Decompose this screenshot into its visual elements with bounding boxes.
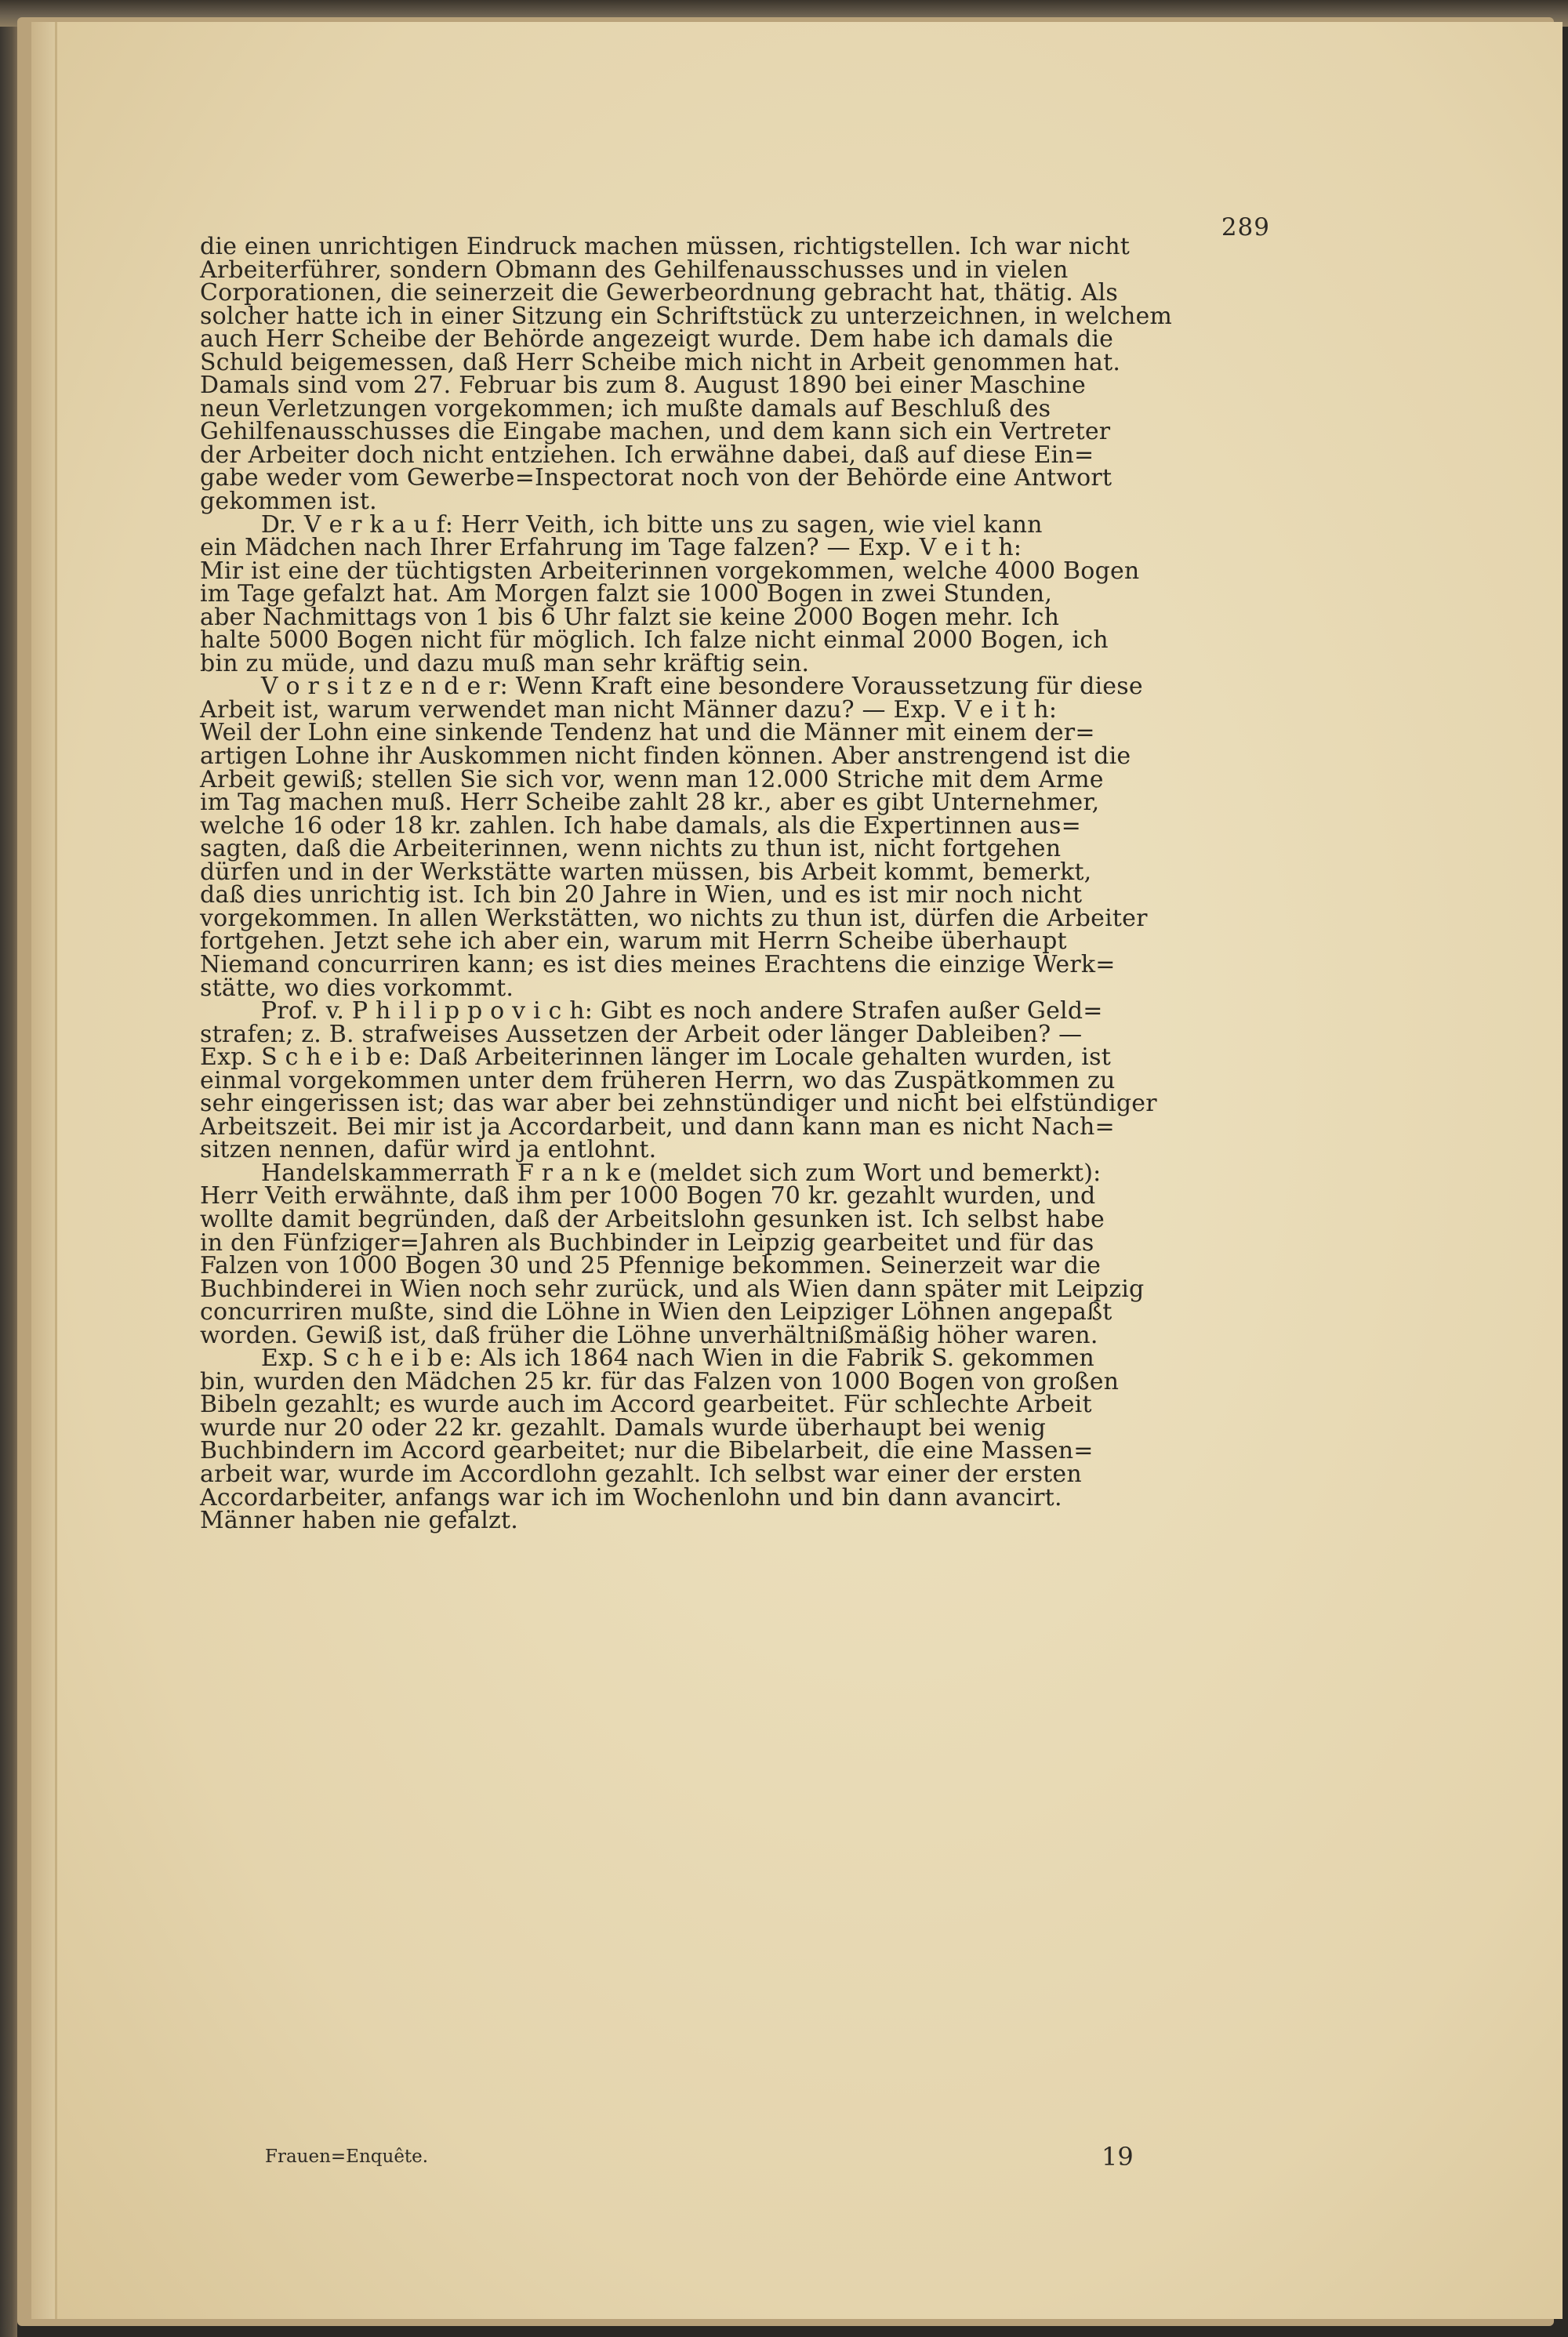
text-line: sitzen nennen, dafür wird ja entlohnt.	[200, 1136, 657, 1164]
text-line: aber Nachmittags von 1 bis 6 Uhr falzt sie keine 2000 Bogen mehr. Ich	[200, 603, 1060, 631]
text-line: welche 16 oder 18 kr. zahlen. Ich habe damals, als die Expertinnen aus=	[200, 811, 1081, 840]
text-line: neun Verletzungen vorgekommen; ich mußte damals auf Beschluß des	[200, 394, 1051, 423]
text-line: wurde nur 20 oder 22 kr. gezahlt. Damals wurde überhaupt bei wenig	[200, 1413, 1047, 1442]
text-line: Weil der Lohn eine sinkende Tendenz hat und die Männer mit einem der=	[200, 719, 1095, 747]
text-line: Dr. V e r k a u f: Herr Veith, ich bitte uns zu sagen, wie viel kann	[200, 510, 1043, 539]
text-line: im Tage gefalzt hat. Am Morgen falzt sie 1000 Bogen in zwei Stunden,	[200, 580, 1053, 608]
text-line: Arbeitszeit. Bei mir ist ja Accordarbeit, und dann kann man es nicht Nach=	[200, 1112, 1115, 1141]
text-line: Männer haben nie gefalzt.	[200, 1507, 519, 1535]
text-line: Falzen von 1000 Bogen 30 und 25 Pfennige bekommen. Seinerzeit war die	[200, 1252, 1102, 1280]
text-line: Arbeit ist, warum verwendet man nicht Männer dazu? — Exp. V e i t h:	[200, 695, 1058, 724]
text-line: halte 5000 Bogen nicht für möglich. Ich falze nicht einmal 2000 Bogen, ich	[200, 626, 1109, 655]
signature-mark: Frauen=Enquête.	[265, 2146, 429, 2167]
text-line: artigen Lohne ihr Auskommen nicht finden können. Aber anstrengend ist die	[200, 742, 1131, 771]
text-line: dürfen und in der Werkstätte warten müssen, bis Arbeit kommt, bemerkt,	[200, 858, 1092, 886]
text-line: Buchbinderei in Wien noch sehr zurück, und als Wien dann später mit Leipzig	[200, 1275, 1145, 1303]
text-line: wollte damit begründen, daß der Arbeitslohn gesunken ist. Ich selbst habe	[200, 1205, 1105, 1233]
text-line: im Tag machen muß. Herr Scheibe zahlt 28 kr., aber es gibt Unternehmer,	[200, 789, 1100, 817]
text-line: in den Fünfziger=Jahren als Buchbinder in Leipzig gearbeitet und für das	[200, 1228, 1094, 1257]
text-line: Schuld beigemessen, daß Herr Scheibe mich nicht in Arbeit genommen hat.	[200, 348, 1121, 376]
text-line: Herr Veith erwähnte, daß ihm per 1000 Bogen 70 kr. gezahlt wurden, und	[200, 1182, 1096, 1210]
text-line: fortgehen. Jetzt sehe ich aber ein, warum mit Herrn Scheibe überhaupt	[200, 927, 1067, 956]
text-line: die einen unrichtigen Eindruck machen müssen, richtigstellen. Ich war nicht	[200, 233, 1131, 260]
text-line: Damals sind vom 27. Februar bis zum 8. August 1890 bei einer Maschine	[200, 372, 1087, 400]
book-edge-left	[0, 0, 17, 2337]
body-text	[200, 235, 1266, 1533]
text-line: V o r s i t z e n d e r: Wenn Kraft eine besondere Voraussetzung für diese	[200, 673, 1143, 701]
text-line: Corporationen, die seinerzeit die Gewerbeordnung gebracht hat, thätig. Als	[200, 279, 1118, 307]
text-line: der Arbeiter doch nicht entziehen. Ich erwähne dabei, daß auf diese Ein=	[200, 441, 1094, 469]
text-line: Gehilfenausschusses die Eingabe machen, und dem kann sich ein Vertreter	[200, 418, 1111, 446]
text-line: Exp. S c h e i b e: Als ich 1864 nach Wien in die Fabrik S. gekommen	[200, 1345, 1094, 1373]
text-line: sagten, daß die Arbeiterinnen, wenn nichts zu thun ist, nicht fortgehen	[200, 835, 1062, 863]
text-line: Exp. S c h e i b e: Daß Arbeiterinnen länger im Locale gehalten wurden, ist	[200, 1043, 1111, 1072]
text-line: Accordarbeiter, anfangs war ich im Wochenlohn und bin dann avancirt.	[200, 1483, 1062, 1511]
page-gutter-shadow	[31, 22, 58, 2319]
text-line: Arbeit gewiß; stellen Sie sich vor, wenn man 12.000 Striche mit dem Arme	[200, 765, 1104, 793]
text-line: sehr eingerissen ist; das war aber bei zehnstündiger und nicht bei elfstündiger	[200, 1090, 1157, 1118]
text-line: gekommen ist.	[200, 488, 377, 516]
text-line: vorgekommen. In allen Werkstätten, wo nichts zu thun ist, dürfen die Arbeiter	[200, 904, 1148, 932]
text-line: Handelskammerrath F r a n k e (meldet sich zum Wort und bemerkt):	[200, 1159, 1102, 1187]
text-line: Buchbindern im Accord gearbeitet; nur die Bibelarbeit, die eine Massen=	[200, 1437, 1094, 1465]
text-line: Mir ist eine der tüchtigsten Arbeiterinnen vorgekommen, welche 4000 Bogen	[200, 557, 1140, 585]
text-line: stätte, wo dies vorkommt.	[200, 974, 514, 1002]
text-line: concurriren mußte, sind die Löhne in Wien den Leipziger Löhnen angepaßt	[200, 1298, 1112, 1326]
text-line: Niemand concurriren kann; es ist dies meines Erachtens die einzige Werk=	[200, 950, 1116, 978]
text-line: ein Mädchen nach Ihrer Erfahrung im Tage falzen? — Exp. V e i t h:	[200, 534, 1022, 562]
text-line: Bibeln gezahlt; es wurde auch im Accord gearbeitet. Für schlechte Arbeit	[200, 1391, 1092, 1419]
page-number: 289	[1221, 213, 1270, 241]
text-line: arbeit war, wurde im Accordlohn gezahlt. Ich selbst war einer der ersten	[200, 1460, 1082, 1488]
text-line: Prof. v. P h i l i p p o v i c h: Gibt es noch andere Strafen außer Geld=	[200, 997, 1103, 1025]
text-line: Arbeiterführer, sondern Obmann des Gehilfenausschusses und in vielen	[200, 256, 1069, 284]
text-line: auch Herr Scheibe der Behörde angezeigt wurde. Dem habe ich damals die	[200, 325, 1114, 354]
text-line: daß dies unrichtig ist. Ich bin 20 Jahre in Wien, und es ist mir noch nicht	[200, 881, 1083, 909]
text-line: worden. Gewiß ist, daß früher die Löhne unverhältnißmäßig höher waren.	[200, 1321, 1098, 1349]
text-line: gabe weder vom Gewerbe=Inspectorat noch von der Behörde eine Antwort	[200, 464, 1112, 492]
sheet-number: 19	[1102, 2142, 1134, 2172]
text-line: bin zu müde, und dazu muß man sehr kräftig sein.	[200, 649, 810, 677]
text-line: solcher hatte ich in einer Sitzung ein Schriftstück zu unterzeichnen, in welchem	[200, 302, 1173, 330]
text-line: strafen; z. B. strafweises Aussetzen der Arbeit oder länger Dableiben? —	[200, 1020, 1083, 1048]
text-line: bin, wurden den Mädchen 25 kr. für das Falzen von 1000 Bogen von großen	[200, 1367, 1120, 1395]
text-line: einmal vorgekommen unter dem früheren Herrn, wo das Zuspätkommen zu	[200, 1066, 1116, 1094]
